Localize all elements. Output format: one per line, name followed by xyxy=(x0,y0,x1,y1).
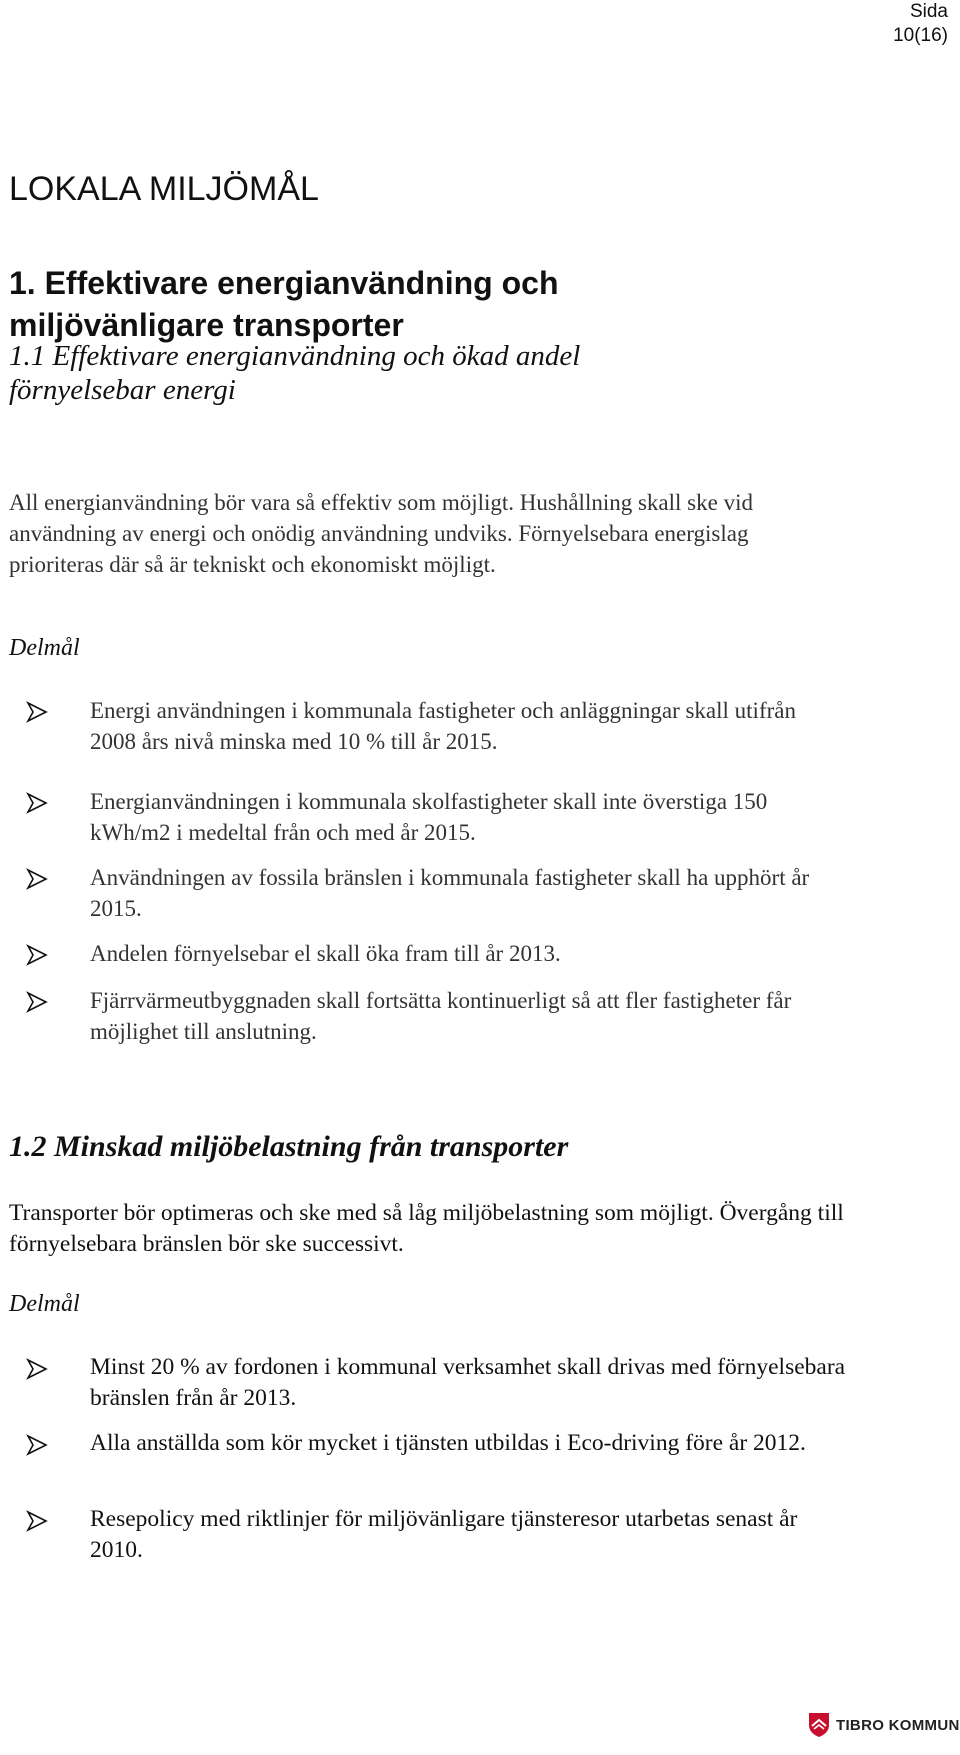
page-label: Sida xyxy=(909,1,948,22)
goal-item xyxy=(26,985,846,1047)
goal-item xyxy=(26,695,846,757)
arrowhead-bullet-icon xyxy=(26,1358,48,1380)
section-1-1-delmal-label: Delmål xyxy=(9,635,80,661)
section-1-2-intro: Transporter bör optimeras och ske med så låg miljöbelastning som möjligt. Övergång till förnyelsebara bränslen bör ske successivt. xyxy=(9,1200,844,1257)
goal-text: Minst 20 % av fordonen i kommunal verksamhet skall drivas med förnyelsebara bränslen från år 2013. xyxy=(90,1354,846,1411)
section-1-heading: 1. Effektivare energianvändning och miljövänligare transporter xyxy=(9,265,559,343)
municipal-crest-icon xyxy=(808,1712,830,1738)
section-1-1-heading: 1.1 Effektivare energianvändning och ökad andel förnyelsebar energi xyxy=(9,340,581,406)
arrowhead-bullet-icon xyxy=(26,944,48,966)
goal-item xyxy=(26,1352,846,1414)
section-1-2-heading: 1.2 Minskad miljöbelastning från transporter xyxy=(9,1130,569,1163)
goal-item xyxy=(26,1428,846,1459)
logo-text: TIBRO KOMMUN xyxy=(836,1716,960,1734)
goal-item xyxy=(26,786,846,848)
page-title: LOKALA MILJÖMÅL xyxy=(9,170,319,208)
goal-text: Andelen förnyelsebar el skall öka fram till år 2013. xyxy=(90,941,561,966)
goal-text: Resepolicy med riktlinjer för miljövänligare tjänsteresor utarbetas senast år 2010. xyxy=(90,1506,798,1563)
goal-item xyxy=(26,938,846,969)
arrowhead-bullet-icon xyxy=(26,701,48,723)
arrowhead-bullet-icon xyxy=(26,1434,48,1456)
section-1-1-intro: All energianvändning bör vara så effektiv som möjligt. Hushållning skall ske vid användning av energi och onödig användning undviks. Förnyelsebara energislag prioriteras där så är tekniskt och ekonomiskt möjligt. xyxy=(9,490,753,577)
goal-item xyxy=(26,862,846,924)
arrowhead-bullet-icon xyxy=(26,792,48,814)
arrowhead-bullet-icon xyxy=(26,1510,48,1532)
arrowhead-bullet-icon xyxy=(26,991,48,1013)
tibro-kommun-logo xyxy=(808,1712,960,1738)
goal-text: Alla anställda som kör mycket i tjänsten utbildas i Eco-driving före år 2012. xyxy=(90,1430,806,1456)
section-1-2-delmal-label: Delmål xyxy=(9,1291,80,1317)
arrowhead-bullet-icon xyxy=(26,868,48,890)
goal-text: Energianvändningen i kommunala skolfastigheter skall inte överstiga 150 kWh/m2 i medeltal från och med år 2015. xyxy=(90,789,768,845)
goal-text: Energi användningen i kommunala fastigheter och anläggningar skall utifrån 2008 års nivå minska med 10 % till år 2015. xyxy=(90,698,796,754)
page-count: 10(16) xyxy=(893,25,948,46)
goal-text: Fjärrvärmeutbyggnaden skall fortsätta kontinuerligt så att fler fastigheter får möjlighet till anslutning. xyxy=(90,988,792,1044)
goal-item xyxy=(26,1504,846,1566)
page-number xyxy=(893,0,948,48)
goal-text: Användningen av fossila bränslen i kommunala fastigheter skall ha upphört år 2015. xyxy=(90,865,810,921)
